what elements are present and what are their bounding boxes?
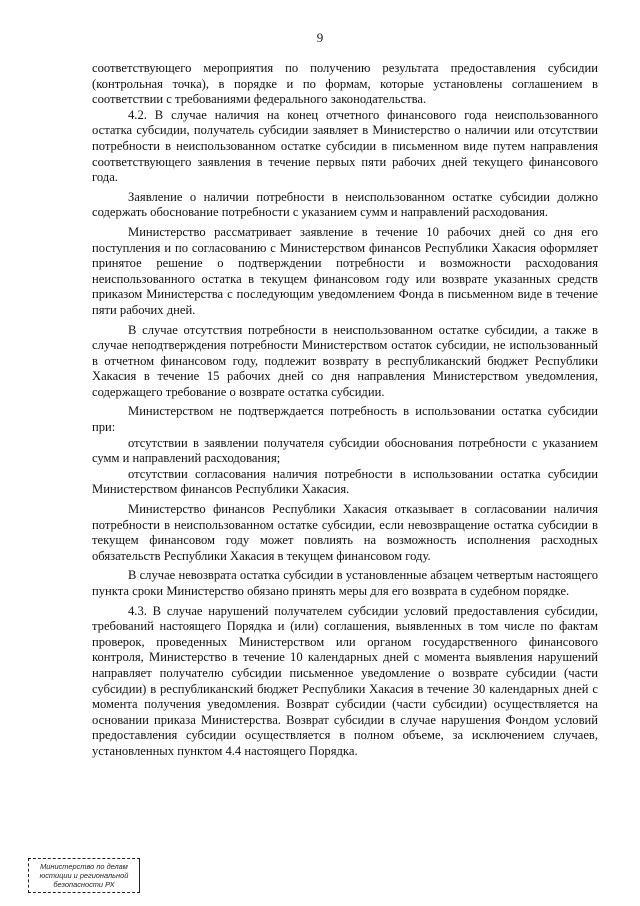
paragraph-4-2: 4.2. В случае наличия на конец отчетного финансового года неиспользованного остатка субсидии, получатель субсидии заявляет в Министерство о наличии или отсутствии потребности в неиспользованном остатке субсидии в письменном виде путем направления соответствующего заявления в течение первых пяти рабочих дней текущего финансового года. [92,107,598,185]
document-body [92,61,598,760]
paragraph: Министерство финансов Республики Хакасия отказывает в согласовании наличия потребности в неиспользованном остатке субсидии, если невозвращение остатка субсидии в текущем финансовом году может повлиять на возможность исполнения расходных обязательств Республики Хакасия в текущем финансовом году. [92,502,598,563]
paragraph: В случае отсутствия потребности в неиспользованном остатке субсидии, а также в случае неподтверждения потребности Министерством остаток субсидии, не использованный в отчетном финансовом году, подлежит возврату в республиканский бюджет Республики Хакасия в течение 15 рабочих дней со дня направления Министерством уведомления, содержащего требование о возврате остатка субсидии. [92,322,598,399]
paragraph: Заявление о наличии потребности в неиспользованном остатке субсидии должно содержать обоснование потребности с указанием сумм и направлений расходования. [92,189,598,220]
stamp-line: безопасности РХ [53,880,115,889]
list-item: отсутствии в заявлении получателя субсидии обоснования потребности с указанием сумм и направлений расходования; [92,435,598,466]
paragraph-4-3: 4.3. В случае нарушений получателем субсидии условий предоставления субсидии, требований настоящего Порядка и (или) соглашения, выявленных в том числе по фактам проверок, проведенных Министерством или органом государственного финансового контроля, Министерство в течение 10 календарных дней с момента выявления нарушений направляет получателю субсидии письменное уведомление о возврате субсидии (части субсидии) в республиканский бюджет Республики Хакасия в течение 30 календарных дней с момента получения уведомления. Возврат субсидии (части субсидии) осуществляется на основании приказа Министерства. Возврат субсидии в случае нарушения Фондом условий предоставления субсидии осуществляется в полном объеме, за исключением случаев, установленных пунктом 4.4 настоящего Порядка. [92,603,598,758]
paragraph: соответствующего мероприятия по получению результата предоставления субсидии (контрольная точка), в порядке и по формам, которые установлены соглашением в соответствии с требованиями федерального законодательства. [92,61,598,107]
stamp-line: юстиции и региональной [39,871,129,880]
stamp-line: Министерство по делам [40,862,128,871]
registration-stamp [28,858,140,893]
paragraph: Министерство рассматривает заявление в течение 10 рабочих дней со дня его поступления и по согласованию с Министерством финансов Республики Хакасия оформляет принятое решение о подтверждении потребности и возможности расходования неиспользованного остатка в текущем финансовом году или возврате указанных средств приказом Министерства с последующим уведомлением Фонда в письменном виде в течение пяти рабочих дней. [92,224,598,317]
page-number: 9 [316,30,324,45]
paragraph: В случае невозврата остатка субсидии в установленные абзацем четвертым настоящего пункта сроки Министерство обязано принять меры для его возврата в судебном порядке. [92,568,598,598]
list-item: отсутствии согласования наличия потребности в использовании остатка субсидии Министерством финансов Республики Хакасия. [92,466,598,497]
paragraph: Министерством не подтверждается потребность в использовании остатка субсидии при: [92,404,598,435]
